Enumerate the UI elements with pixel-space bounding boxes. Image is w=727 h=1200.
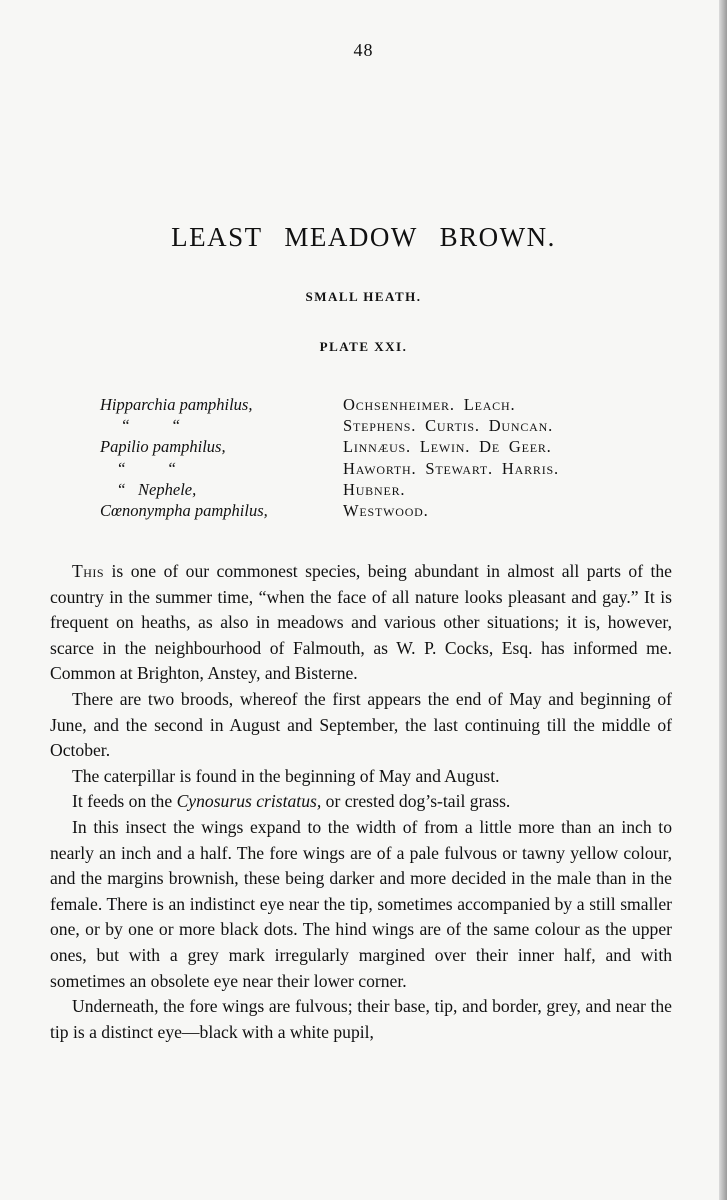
species-name: “ “: [100, 416, 181, 436]
authorities: Ochsenheimer. Leach.: [343, 395, 516, 414]
authorities: Haworth. Stewart. Harris.: [343, 458, 559, 478]
subtitle: SMALL HEATH.: [305, 289, 422, 304]
species-name: “ “: [100, 458, 177, 478]
synonymy-list: [100, 394, 660, 521]
plate-label: PLATE XXI.: [319, 339, 408, 354]
synonymy-row: [100, 500, 660, 521]
species-name: Cœnonympha pamphilus,: [100, 500, 268, 520]
synonymy-row: [100, 415, 660, 436]
paragraph-lead-word: This: [72, 561, 105, 581]
paragraph: [50, 559, 672, 687]
species-name: Hipparchia pamphilus,: [100, 395, 253, 414]
paragraph: There are two broods, whereof the first appears the end of May and beginning of June, and the second in August and September, the last continuing till the middle of October.: [50, 688, 672, 761]
page-number: 48: [353, 40, 374, 60]
species-name-italic: Cynosurus cristatus,: [176, 791, 322, 812]
page-title: LEAST MEADOW BROWN.: [171, 222, 556, 252]
paragraph: [50, 789, 672, 815]
synonymy-row: [100, 458, 660, 479]
paragraph: Underneath, the fore wings are fulvous; their base, tip, and border, grey, and near the tip is a distinct eye—black with a white pupil,: [50, 996, 672, 1042]
page-edge-shadow: [719, 0, 727, 1200]
paragraph-text: It feeds on the: [72, 791, 177, 812]
synonymy-row: [100, 479, 660, 500]
species-name: Papilio pamphilus,: [100, 437, 226, 457]
authorities: Linnæus. Lewin. De Geer.: [343, 437, 552, 457]
paragraph: The caterpillar is found in the beginning of May and August.: [72, 765, 500, 786]
body-text: [50, 559, 672, 1045]
paragraph-text: or crested dog’s-tail grass.: [321, 791, 511, 812]
paragraph-text: is one of our commonest species, being abundant in almost all parts of the country in the summer time, “when the face of all nature looks pleasant and gay.” It is frequent on heaths, as also in meadows and various other situations; it is, however, scarce in the neighbourhood of Falmouth, as W. P. Cocks, Esq. has informed me. Common at Brighton, Anstey, and Bisterne.: [50, 561, 672, 684]
authorities: Stephens. Curtis. Duncan.: [343, 416, 554, 436]
species-name: “ Nephele,: [100, 479, 197, 499]
synonymy-row: [100, 436, 660, 457]
authorities: Hubner.: [343, 479, 406, 499]
synonymy-row: [100, 394, 660, 415]
authorities: Westwood.: [343, 500, 429, 520]
paragraph: In this insect the wings expand to the width of from a little more than an inch to nearly an inch and a half. The fore wings are of a pale fulvous or tawny yellow colour, and the margins brownish, these being darker and more decided in the male than in the female. There is an indistinct eye near the tip, sometimes accompanied by a still smaller one, or by one or more black dots. The hind wings are of the same colour as the upper ones, but with a grey mark irregularly margined over their inner half, and with sometimes an obsolete eye near their lower corner.: [50, 816, 672, 991]
